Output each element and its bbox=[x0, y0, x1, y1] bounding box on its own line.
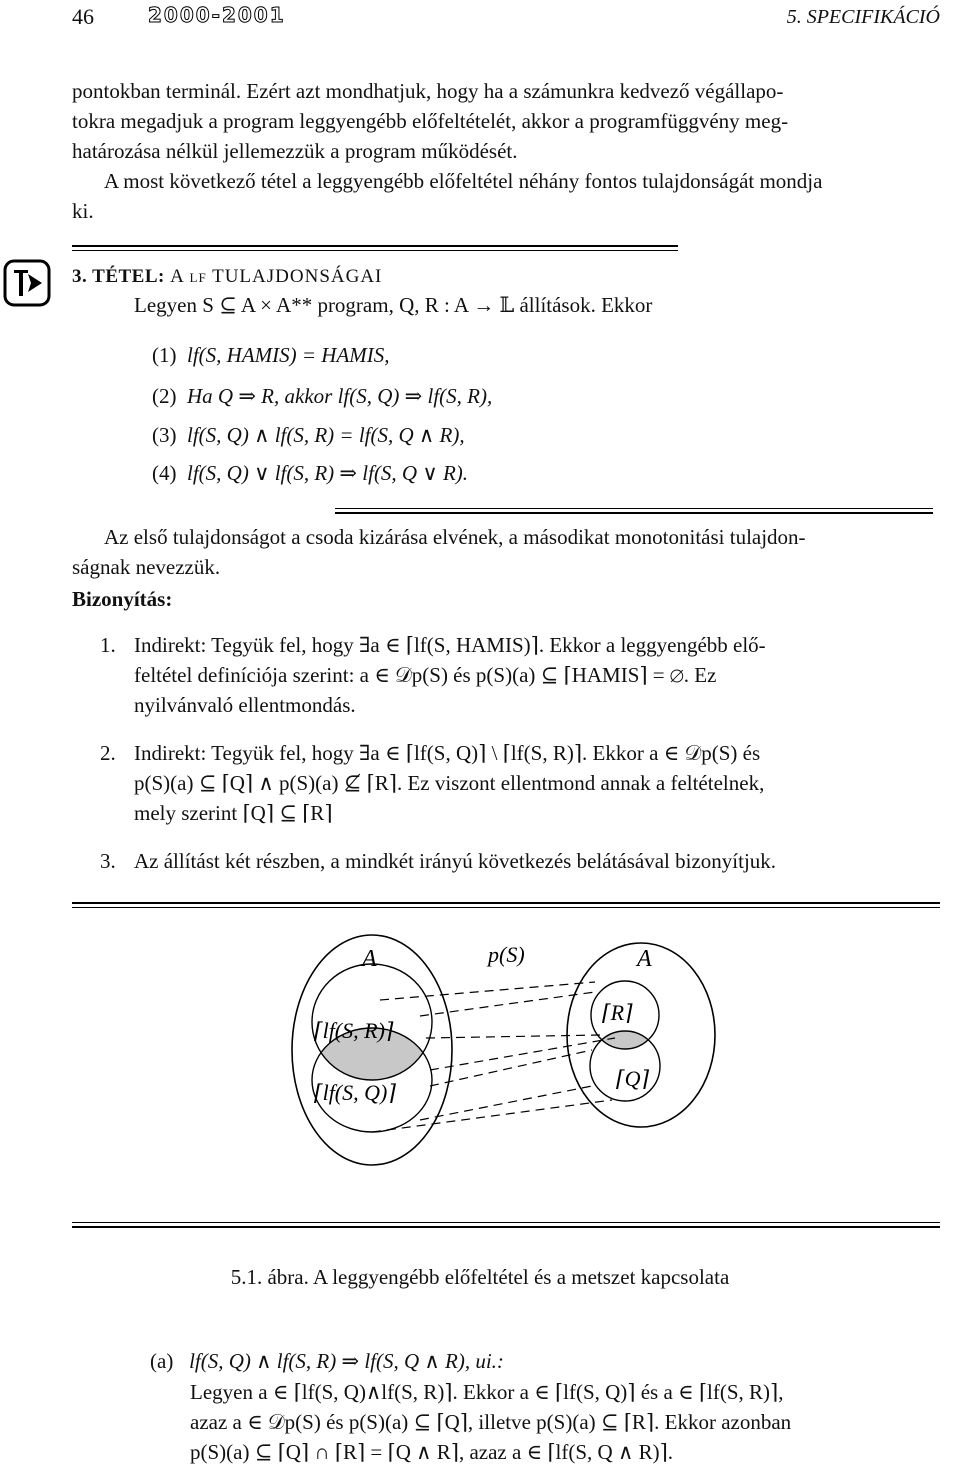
item-formula: lf(S, Q) ∨ lf(S, R) ⇒ lf(S, Q ∨ R). bbox=[187, 461, 469, 485]
text-line: határozása nélkül jellemezzük a program működését. bbox=[72, 139, 518, 163]
item-formula: Ha Q ⇒ R, akkor lf(S, Q) ⇒ lf(S, R), bbox=[187, 384, 493, 408]
figure-bottom-rule bbox=[72, 1226, 940, 1228]
venn-figure bbox=[0, 910, 960, 1210]
proof-item-number: 3. bbox=[100, 849, 116, 873]
text-line: ki. bbox=[72, 199, 94, 223]
theorem-item bbox=[152, 458, 468, 488]
label-A-left: A bbox=[362, 946, 377, 972]
page-number: 46 bbox=[72, 4, 94, 29]
after-paragraph bbox=[72, 522, 942, 582]
theorem-bottom-rule bbox=[335, 512, 933, 514]
label-Q: ⌈Q⌉ bbox=[616, 1066, 650, 1091]
text-line: Indirekt: Tegyük fel, hogy ∃a ∈ ⌈lf(S, HAMIS)⌉. Ekkor a leggyengébb elő- bbox=[134, 633, 766, 657]
theorem-bottom-rule-thin bbox=[335, 508, 933, 509]
text-line: Az első tulajdonságot a csoda kizárása elvének, a másodikat monotonitási tulajdon- bbox=[104, 525, 806, 549]
intro-paragraph bbox=[72, 76, 942, 226]
text-line: mely szerint ⌈Q⌉ ⊆ ⌈R⌉ bbox=[134, 801, 333, 825]
theorem-item bbox=[152, 420, 465, 450]
proof-item bbox=[100, 630, 940, 720]
figure-top-rule bbox=[72, 902, 940, 904]
figure-bottom-rule-thin bbox=[72, 1222, 940, 1223]
figure-caption: 5.1. ábra. A leggyengébb előfeltétel és a metszet kapcsolata bbox=[230, 1265, 730, 1289]
part-label: (a) bbox=[150, 1349, 174, 1373]
item-label: (2) bbox=[152, 384, 177, 408]
theorem-item bbox=[152, 340, 390, 370]
text-line: feltétel definíciója szerint: a ∈ 𝒟p(S) és p(S)(a) ⊆ ⌈HAMIS⌉ = ∅. Ez bbox=[134, 663, 717, 687]
item-label: (4) bbox=[152, 461, 177, 485]
label-lfQ: ⌈lf(S, Q)⌉ bbox=[314, 1080, 396, 1105]
text-line: Indirekt: Tegyük fel, hogy ∃a ∈ ⌈lf(S, Q)⌉ \ ⌈lf(S, R)⌉. Ekkor a ∈ 𝒟p(S) és bbox=[134, 741, 761, 765]
part-a-heading bbox=[150, 1346, 504, 1376]
proof-item bbox=[100, 738, 940, 828]
theorem-title: A lf TULAJDONSÁGAI bbox=[170, 266, 383, 287]
theorem-heading bbox=[72, 262, 382, 292]
part-formula: lf(S, Q) ∧ lf(S, R) ⇒ lf(S, Q ∧ R), ui.: bbox=[189, 1349, 504, 1373]
item-label: (1) bbox=[152, 343, 177, 367]
text-line: ságnak nevezzük. bbox=[72, 555, 221, 579]
label-lfR: ⌈lf(S, R)⌉ bbox=[314, 1018, 394, 1043]
proof-item-number: 2. bbox=[100, 741, 116, 765]
text-line: tokra megadjuk a program leggyengébb előfeltételét, akkor a programfüggvény meg- bbox=[72, 109, 789, 133]
label-A-right: A bbox=[637, 946, 652, 972]
theorem-statement: Legyen S ⊆ A × A** program, Q, R : A → 𝕃 állítások. Ekkor bbox=[134, 293, 653, 317]
proof-heading: Bizonyítás: bbox=[72, 587, 173, 611]
theorem-number: 3. TÉTEL: bbox=[72, 266, 165, 287]
theorem-badge-icon bbox=[2, 258, 52, 308]
label-R: ⌈R⌉ bbox=[602, 1000, 633, 1025]
section-title: 5. SPECIFIKÁCIÓ bbox=[786, 6, 940, 28]
part-a-body bbox=[190, 1377, 942, 1467]
figure-top-rule-thin bbox=[72, 907, 940, 908]
item-label: (3) bbox=[152, 423, 177, 447]
theorem-top-rule-thin bbox=[72, 250, 678, 251]
text-line: Legyen a ∈ ⌈lf(S, Q)∧lf(S, R)⌉. Ekkor a ∈ ⌈lf(S, Q)⌉ és a ∈ ⌈lf(S, R)⌉, bbox=[190, 1380, 784, 1404]
text-line: Az állítást két részben, a mindkét irányú következés belátásával bizonyítjuk. bbox=[134, 849, 777, 873]
text-line: nyilvánvaló ellentmondás. bbox=[134, 693, 356, 717]
text-line: p(S)(a) ⊆ ⌈Q⌉ ∩ ⌈R⌉ = ⌈Q ∧ R⌉, azaz a ∈ ⌈lf(S, Q ∧ R)⌉. bbox=[190, 1440, 674, 1464]
year-label: 2000-2001 bbox=[148, 3, 286, 27]
text-line: azaz a ∈ 𝒟p(S) és p(S)(a) ⊆ ⌈Q⌉, illetve p(S)(a) ⊆ ⌈R⌉. Ekkor azonban bbox=[190, 1410, 792, 1434]
item-formula: lf(S, Q) ∧ lf(S, R) = lf(S, Q ∧ R), bbox=[187, 423, 465, 447]
text-line: A most következő tétel a leggyengébb előfeltétel néhány fontos tulajdonságát mondja bbox=[104, 169, 823, 193]
item-formula: lf(S, HAMIS) = HAMIS, bbox=[187, 343, 390, 367]
label-map: p(S) bbox=[488, 942, 525, 967]
proof-item bbox=[100, 846, 940, 876]
proof-item-number: 1. bbox=[100, 633, 116, 657]
text-line: p(S)(a) ⊆ ⌈Q⌉ ∧ p(S)(a) ⊈ ⌈R⌉. Ez viszont ellentmond annak a feltételnek, bbox=[134, 771, 765, 795]
theorem-item bbox=[152, 381, 492, 411]
theorem-top-rule bbox=[72, 245, 678, 247]
text-line: pontokban terminál. Ezért azt mondhatjuk, hogy ha a számunkra kedvező végállapo- bbox=[72, 79, 784, 103]
